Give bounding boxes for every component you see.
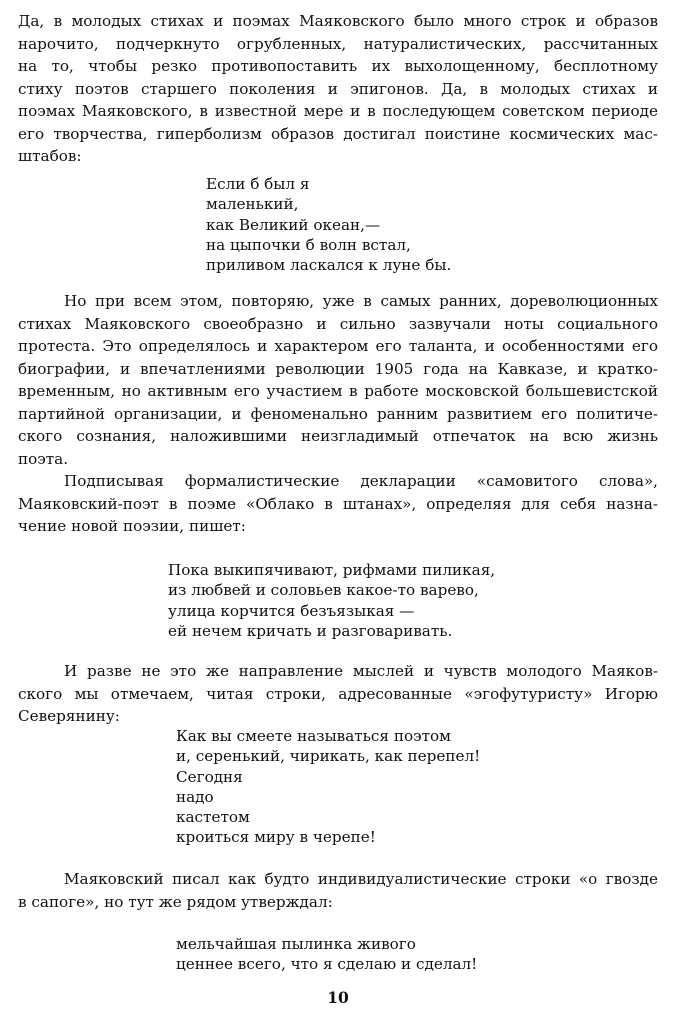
text-line: протеста. Это определялось и характером его таланта, и особенностями его [18,337,658,355]
text-line: Но при всем этом, повторяю, уже в самых ранних, дореволюционных [64,292,658,310]
verse-line: приливом ласкался к луне бы. [206,256,452,275]
paragraph-2 [18,290,658,470]
verse-line: как Великий океан,— [206,215,381,234]
text-line: в сапоге», но тут же рядом утверждал: [18,892,333,911]
text-line: его творчества, гиперболизм образов достигал поистине космических мас- [18,124,658,143]
text-line: поэмах Маяковского, в известной мере и в последующем советском периоде [18,102,658,120]
verse-line: маленький, [206,195,299,214]
verse-line: кастетом [176,808,250,827]
text-line: временным, но активным его участием в работе московской большевистской [18,382,658,400]
verse-line: Если б был я [206,175,310,193]
verse-line: из любвей и соловьев какое-то варево, [168,581,479,600]
verse-line: ей нечем кричать и разговаривать. [168,621,453,640]
verse-line: мельчайшая пылинка живого [176,935,416,953]
text-line: ского мы отмечаем, читая строки, адресованные «эгофутуристу» Игорю [18,684,658,703]
verse-4 [176,934,477,975]
verse-line: Как вы смеете называться поэтом [176,727,451,745]
text-line: нарочито, подчеркнуто огрубленных, натуралистических, рассчитанных [18,34,658,53]
paragraph-1 [18,10,658,168]
text-line: ского сознания, наложившими неизгладимый отпечаток на всю жизнь [18,427,658,445]
verse-line: Сегодня [176,767,243,786]
text-line: биографии, и впечатлениями революции 1905 года на Кавказе, и кратко- [18,359,658,378]
text-line: Подписывая формалистические декларации «самовитого слова», [64,472,658,490]
paragraph-3 [18,470,658,538]
paragraph-5 [18,868,658,913]
text-line: И разве не это же направление мыслей и чувств молодого Маяков- [64,662,658,680]
text-line: штабов: [18,147,82,165]
text-line: поэта. [18,449,69,468]
text-line: партийной организации, и феноменально ранним развитием его политиче- [18,404,658,423]
text-line: стиху поэтов старшего поколения и эпигонов. Да, в молодых стихах и [18,79,658,98]
verse-1 [206,174,451,275]
verse-line: Пока выкипячивают, рифмами пиликая, [168,561,496,579]
text-line: чение новой поэзии, пишет: [18,517,246,535]
verse-line: и, серенький, чирикать, как перепел! [176,747,481,766]
text-line: на то, чтобы резко противопоставить их выхолощенному, бесплотному [18,57,658,75]
text-line: Маяковский писал как будто индивидуалистические строки «о гвозде [64,870,658,888]
verse-line: на цыпочки б волн встал, [206,235,411,254]
page-number: 10 [327,988,349,1007]
verse-2 [168,560,495,641]
text-line: стихах Маяковского своеобразно и сильно зазвучали ноты социального [18,314,658,333]
text-line: Северянину: [18,707,120,725]
paragraph-4 [18,660,658,728]
text-line: Маяковский-поэт в поэме «Облако в штанах», определяя для себя назна- [18,494,658,513]
verse-line: кроиться миру в черепе! [176,828,376,847]
verse-line: ценнее всего, что я сделаю и сделал! [176,955,478,974]
verse-3 [176,726,480,848]
verse-line: улица корчится безъязыкая — [168,601,415,620]
verse-line: надо [176,787,214,806]
text-line: Да, в молодых стихах и поэмах Маяковского было много строк и образов [18,12,658,30]
